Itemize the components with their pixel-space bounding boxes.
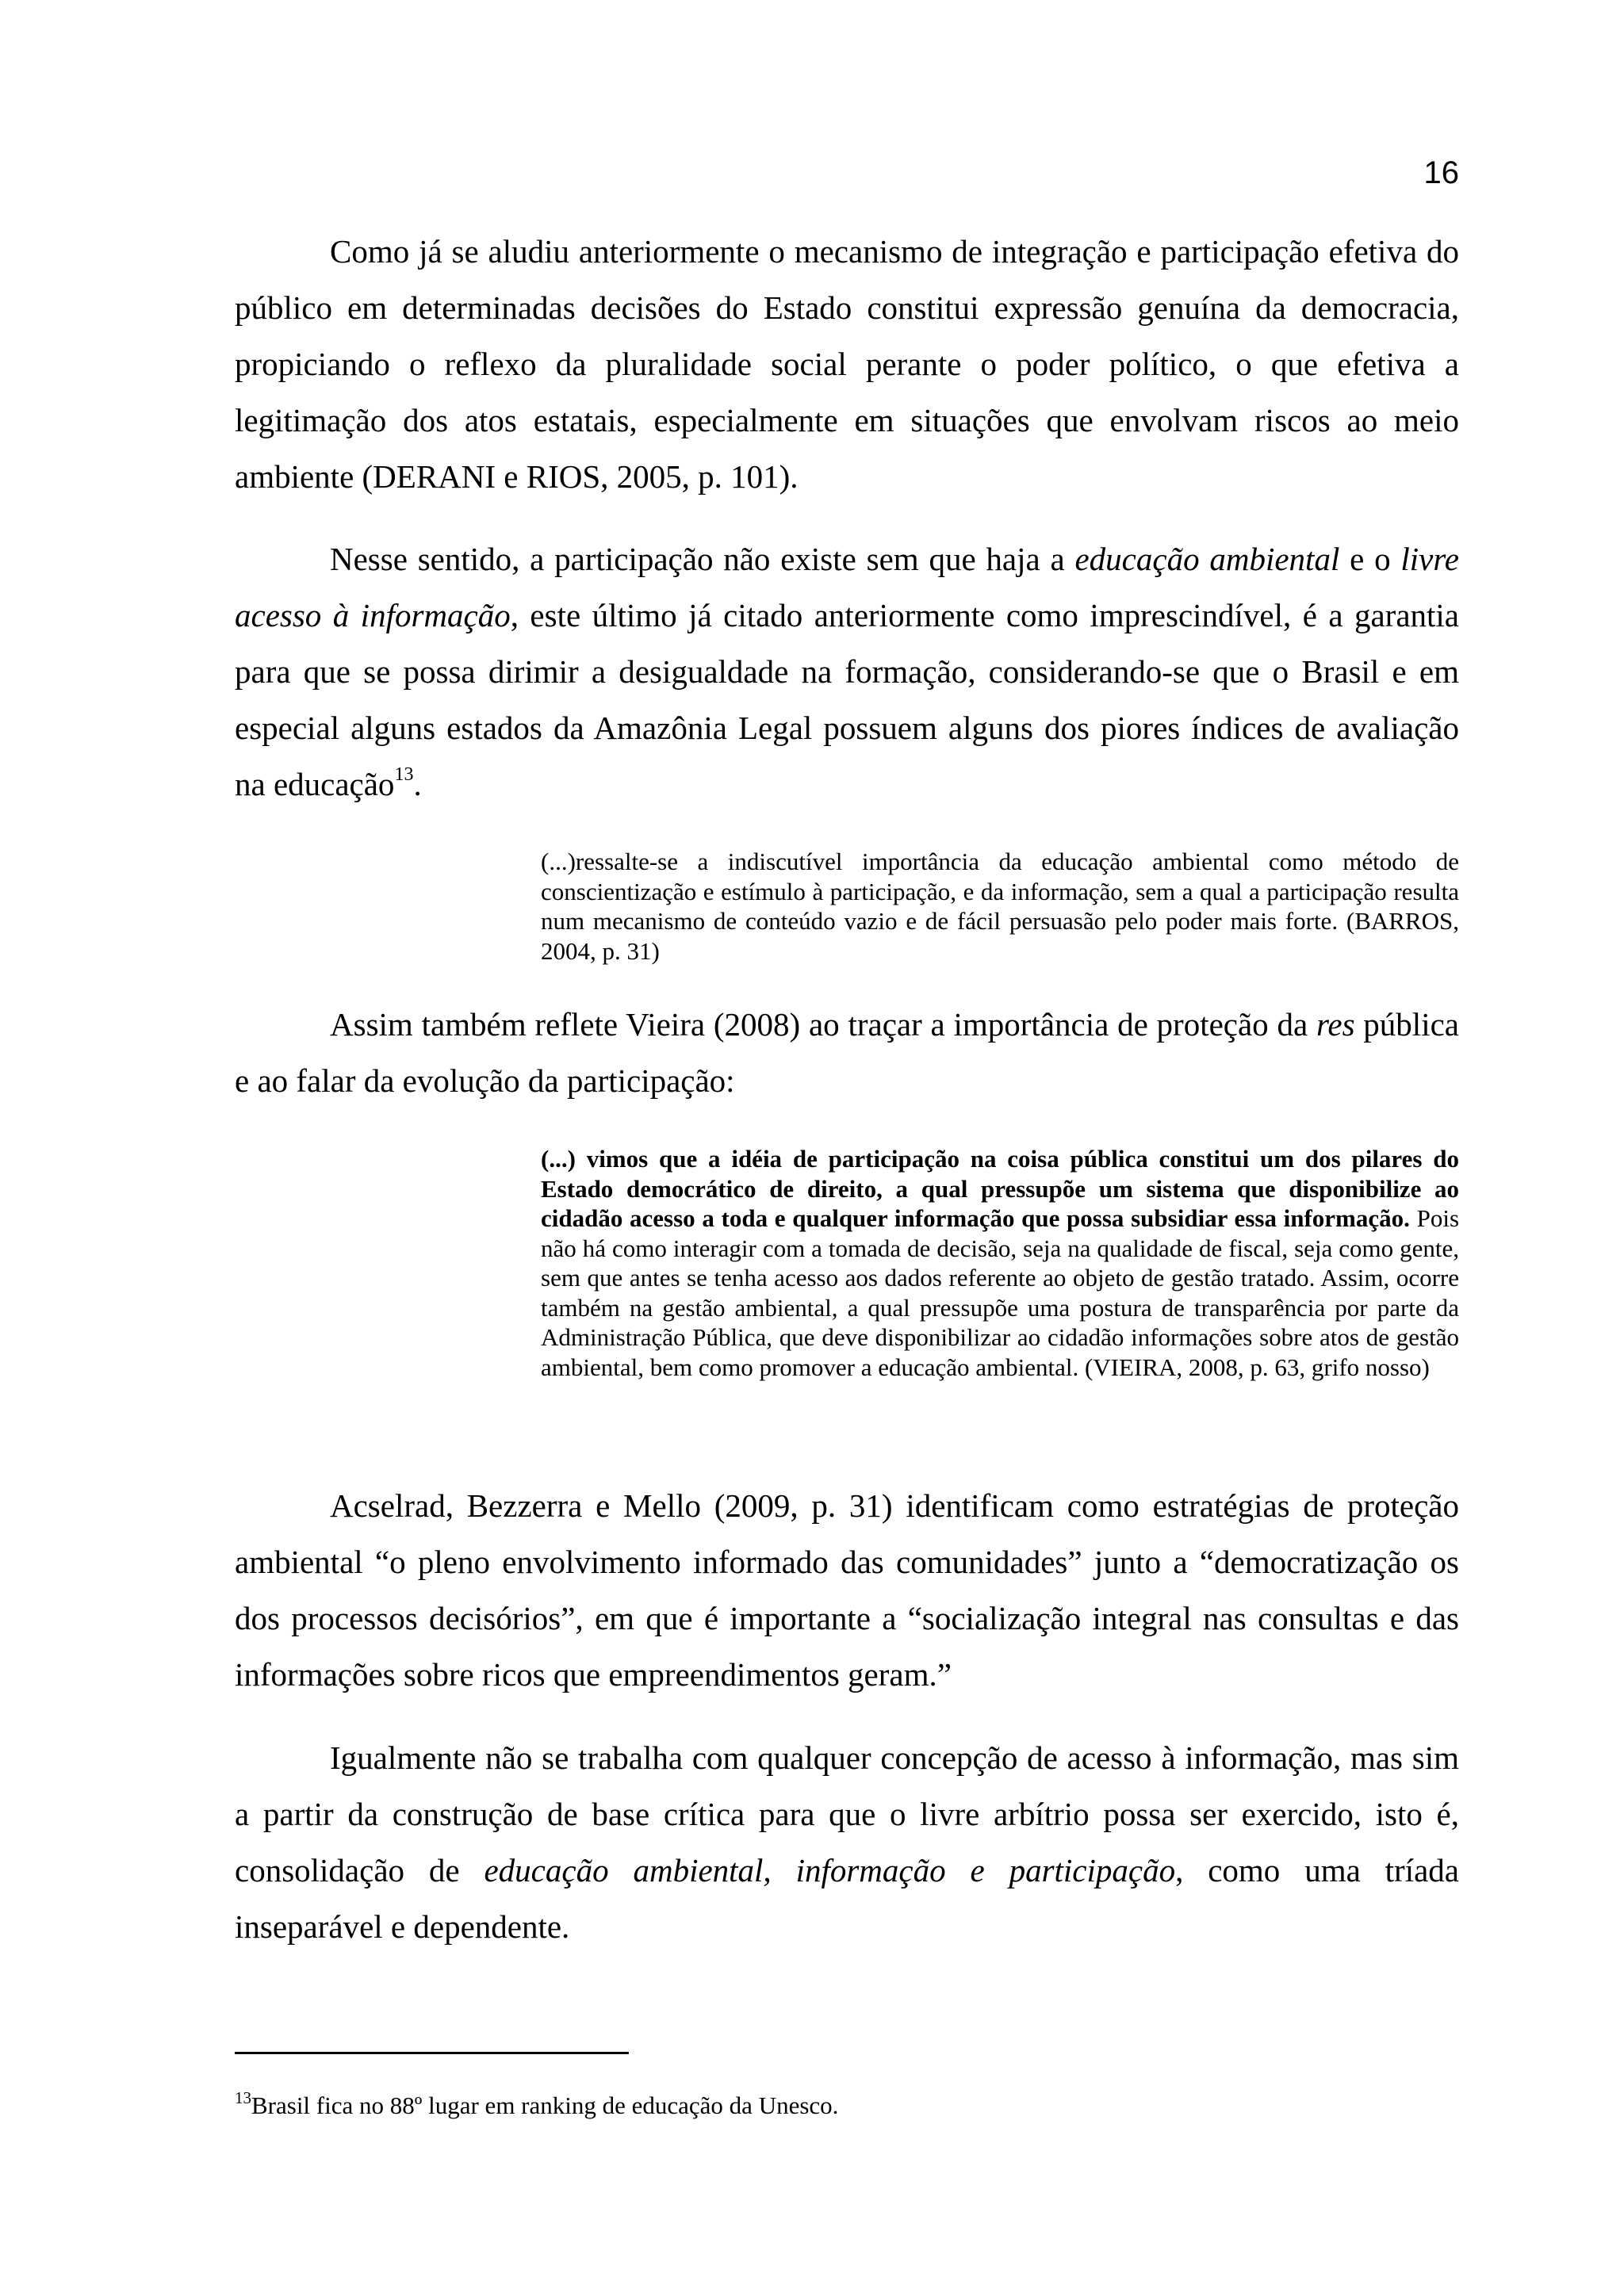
paragraph-2-text-3: , este último já citado anteriormente como imprescindível, é a garantia para que se possa dirimir a desigualdade na formação, considerando-se que o Brasil e em especial alguns estados da Amazônia Legal possuem alguns dos piores índices de avaliação na educação bbox=[235, 597, 1460, 802]
block-quote-2 bbox=[541, 1144, 1459, 1382]
paragraph-3 bbox=[235, 997, 1459, 1109]
paragraph-3-emphasis: res bbox=[1316, 1006, 1355, 1043]
paragraph-2-emphasis-2: livre acesso à informação bbox=[235, 541, 1460, 633]
paragraph-2-emphasis-1: educação ambiental bbox=[1074, 541, 1340, 577]
paragraph-5-emphasis: educação ambiental, informação e participação bbox=[484, 1852, 1176, 1888]
footnote-separator bbox=[235, 2052, 629, 2054]
paragraph-2 bbox=[235, 531, 1459, 813]
paragraph-2-text-2: e o bbox=[1339, 541, 1401, 577]
page-number: 16 bbox=[1423, 155, 1459, 190]
paragraph-2-text-1: Nesse sentido, a participação não existe sem que haja a bbox=[330, 541, 1075, 577]
paragraph-5-text-1: Igualmente não se trabalha com qualquer concepção de acesso à informação, mas sim a partir da construção de base crítica para que o livre arbítrio possa ser exercido, isto é, consolidação de bbox=[235, 1739, 1459, 1888]
block-quote-1: (...)ressalte-se a indiscutível importância da educação ambiental como método de conscientização e estímulo à participação, e da informação, sem a qual a participação resulta num mecanismo de conteúdo vazio e de fácil persuasão pelo poder mais forte. (BARROS, 2004, p. 31) bbox=[541, 848, 1459, 965]
paragraph-3-text-1: Assim também reflete Vieira (2008) ao traçar a importância de proteção da bbox=[330, 1006, 1316, 1043]
paragraph-4 bbox=[235, 1478, 1459, 1703]
paragraph-2-text-4: . bbox=[413, 766, 422, 802]
paragraph-5-text-2: , como uma tríada inseparável e dependente. bbox=[235, 1852, 1459, 1945]
block-quote-2-bold: (...) vimos que a idéia de participação na coisa pública constitui um dos pilares do Estado democrático de direito, a qual pressupõe um sistema que disponibilize ao cidadão acesso a toda e qualquer informação que possa subsidiar essa informação. bbox=[541, 1145, 1459, 1232]
footnote-text: Brasil fica no 88º lugar em ranking de educação da Unesco. bbox=[251, 2091, 839, 2119]
paragraph-1-text: Como já se aludiu anteriormente o mecanismo de integração e participação efetiva do público em determinadas decisões do Estado constitui expressão genuína da democracia, propiciando o reflexo da pluralidade social perante o poder político, o que efetiva a legitimação dos atos estatais, especialmente em situações que envolvam riscos ao meio ambiente (DERANI e RIOS, 2005, p. 101). bbox=[235, 233, 1459, 495]
footnote-reference: 13 bbox=[394, 764, 414, 786]
footnote bbox=[235, 2087, 839, 2122]
paragraph-5 bbox=[235, 1730, 1459, 1955]
paragraph-4-text: Acselrad, Bezzerra e Mello (2009, p. 31) identificam como estratégias de proteção ambiental “o pleno envolvimento informado das comunidades” junto a “democratização os dos processos decisórios”, em que é importante a “socialização integral nas consultas e das informações sobre ricos que empreendimentos geram.” bbox=[235, 1487, 1459, 1693]
footnote-number: 13 bbox=[235, 2087, 251, 2107]
paragraph-1 bbox=[235, 224, 1459, 505]
block-quote-2-rest: Pois não há como interagir com a tomada de decisão, seja na qualidade de fiscal, seja como gente, sem que antes se tenha acesso aos dados referente ao objeto de gestão tratado. Assim, ocorre também na gestão ambiental, a qual pressupõe uma postura de transparência por parte da Administração Pública, que deve disponibilizar ao cidadão informações sobre atos de gestão ambiental, bem como promover a educação ambiental. (VIEIRA, 2008, p. 63, grifo nosso) bbox=[541, 1204, 1460, 1381]
paragraph-3-text-2: pública e ao falar da evolução da participação: bbox=[235, 1006, 1459, 1099]
